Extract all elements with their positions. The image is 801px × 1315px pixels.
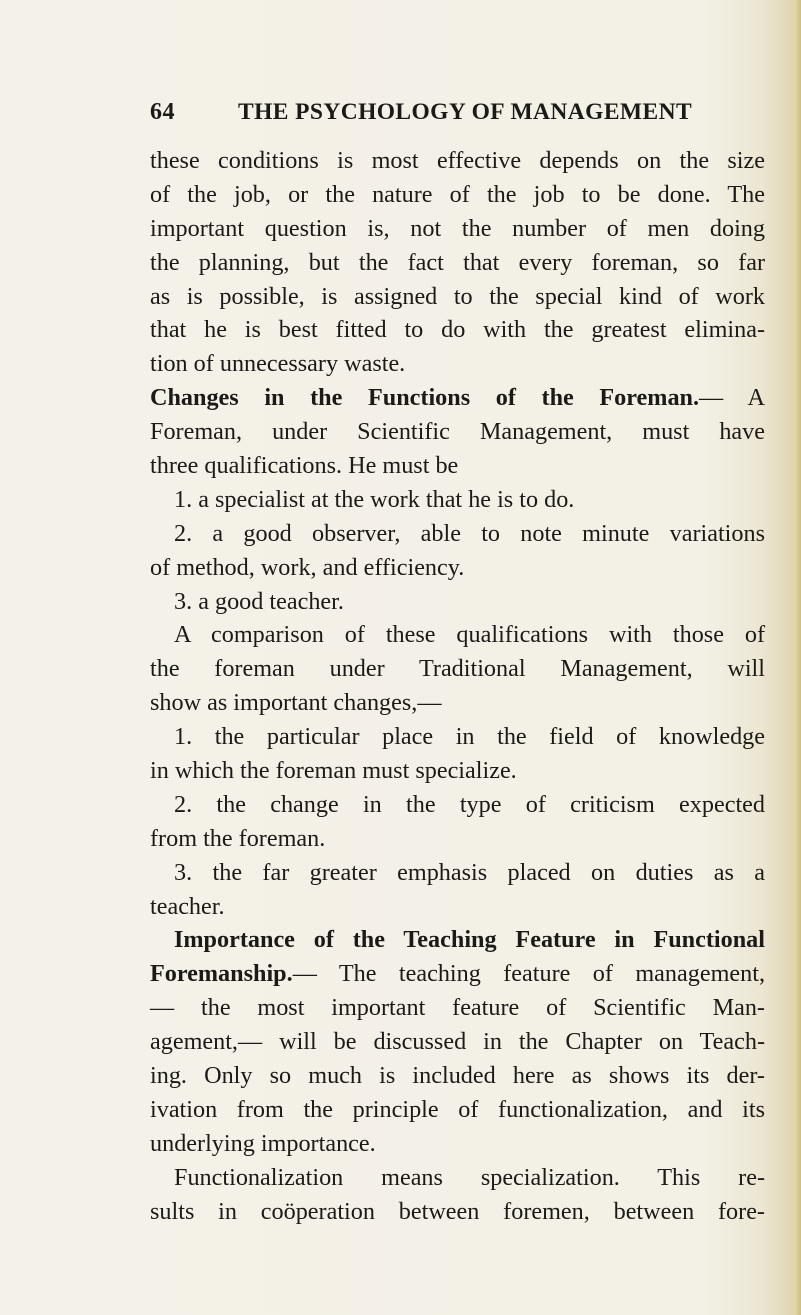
line-text: 2. a good observer, able to note minute variations <box>174 519 765 547</box>
text-line <box>150 822 765 856</box>
section-heading-line <box>150 381 765 415</box>
line-text: show as important changes,— <box>150 689 442 717</box>
line-text: of the job, or the nature of the job to be done. The <box>150 180 765 208</box>
text-line <box>150 347 765 381</box>
text-line <box>150 618 765 652</box>
list-item <box>150 856 765 890</box>
text-line <box>150 313 765 347</box>
page-number: 64 <box>150 99 175 125</box>
line-text: agement,— will be discussed in the Chapter on Teach- <box>150 1028 765 1056</box>
line-text: that he is best fitted to do with the greatest elimina- <box>150 316 765 344</box>
line-text: these conditions is most effective depends on the size <box>150 147 765 174</box>
line-text: 1. the particular place in the field of knowledge <box>174 723 765 751</box>
text-line <box>150 449 765 483</box>
line-text: teacher. <box>150 892 225 920</box>
line-text: — A <box>699 384 765 412</box>
text-line <box>150 1127 765 1161</box>
section-heading: Importance of the Teaching Feature in Functional <box>174 926 765 954</box>
line-text: the foreman under Traditional Management, will <box>150 655 765 683</box>
line-text: 3. a good teacher. <box>174 587 344 615</box>
line-text: the planning, but the fact that every foreman, so far <box>150 248 765 276</box>
list-item <box>150 585 765 619</box>
line-text: tion of unnecessary waste. <box>150 350 406 378</box>
line-text: three qualifications. He must be <box>150 452 459 480</box>
text-line <box>150 890 765 924</box>
line-text: sults in coöperation between foremen, between fore- <box>150 1197 765 1225</box>
list-item <box>150 720 765 754</box>
text-line <box>150 551 765 585</box>
text-line <box>150 178 765 212</box>
section-heading-line <box>150 923 765 957</box>
text-line <box>150 686 765 720</box>
line-text: 1. a specialist at the work that he is to do. <box>174 485 575 513</box>
text-line <box>150 246 765 280</box>
line-text: of method, work, and efficiency. <box>150 553 465 581</box>
list-item <box>150 788 765 822</box>
line-text: Foreman, under Scientific Management, must have <box>150 418 765 446</box>
running-header <box>150 95 770 129</box>
line-text: ing. Only so much is included here as shows its der- <box>150 1062 765 1090</box>
section-heading-line <box>150 957 765 991</box>
line-text: from the foreman. <box>150 824 326 852</box>
body-text <box>150 144 765 1229</box>
text-line <box>150 1025 765 1059</box>
page-edge-shading <box>787 0 801 1315</box>
text-line <box>150 1161 765 1195</box>
line-text: as is possible, is assigned to the special kind of work <box>150 282 765 310</box>
line-text: ivation from the principle of functionalization, and its <box>150 1095 765 1123</box>
text-line <box>150 652 765 686</box>
text-line <box>150 1195 765 1229</box>
text-line <box>150 991 765 1025</box>
running-title: THE PSYCHOLOGY OF MANAGEMENT <box>238 99 693 125</box>
text-line <box>150 1093 765 1127</box>
line-text: A comparison of these qualifications with those of <box>174 621 765 649</box>
section-heading: Changes in the Functions of the Foreman. <box>150 384 700 412</box>
line-text: 3. the far greater emphasis placed on duties as a <box>174 858 765 886</box>
text-line <box>150 754 765 788</box>
line-text: Functionalization means specialization. This re- <box>174 1163 765 1191</box>
line-text: important question is, not the number of men doing <box>150 214 765 242</box>
list-item <box>150 517 765 551</box>
text-line <box>150 1059 765 1093</box>
section-heading: Foremanship. <box>150 960 293 988</box>
line-text: in which the foreman must specialize. <box>150 757 517 785</box>
text-line <box>150 415 765 449</box>
list-item <box>150 483 765 517</box>
text-line <box>150 144 765 178</box>
line-text: underlying importance. <box>150 1129 376 1157</box>
line-text: — the most important feature of Scientific Man- <box>150 994 765 1022</box>
line-text: 2. the change in the type of criticism expected <box>174 790 765 818</box>
text-line <box>150 280 765 314</box>
line-text: — The teaching feature of management, <box>292 960 765 988</box>
text-line <box>150 212 765 246</box>
